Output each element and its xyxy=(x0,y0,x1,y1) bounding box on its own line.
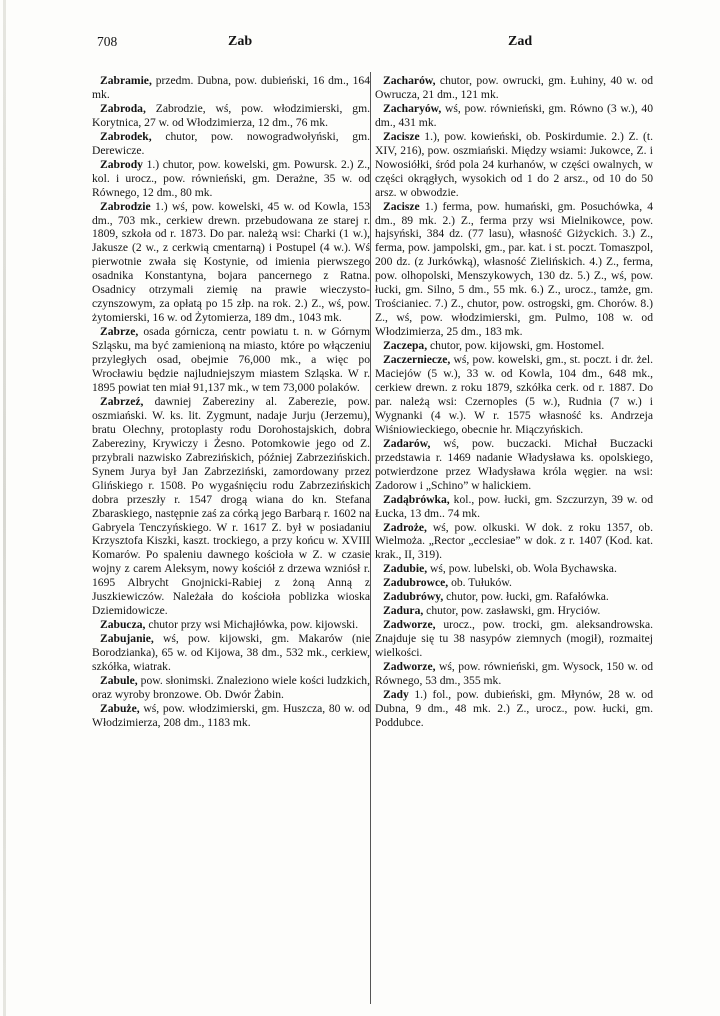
entry-text: 1.), pow. kowieński, ob. Poskirdumie. 2.) Z. (t. XIV, 216), pow. oszmiański. Między wsiami: Jukowce, Z. i Nowosiółki, śród pola 24 kurhanów, w części owalnych, w części okrągłych, wysokich od 1 do 2 arsz., od 10 do 50 arsz. w obwodzie. xyxy=(375,129,653,199)
entry-headword: Zadąbrówka, xyxy=(383,492,450,506)
running-head-left: Zab xyxy=(228,34,253,49)
dictionary-entry xyxy=(375,576,653,590)
dictionary-entry xyxy=(92,325,370,395)
entry-text: 1.) ferma, pow. humański, gm. Posuchówka, 4 dm., 89 mk. 2.) Z., ferma przy wsi Mielnikowce, pow. hajsyński, 384 dz. (77 lasu), własność Giżyckich. 3.) Z., ferma, pow. jampolski, gm., par. kat. i st. poczt. Tomaszpol, 200 dz. (z Jurkówką), własność Zielińskich. 4.) Z., ferma, pow. olhopolski, Menszykowych, 130 dz. 5.) Z., wś, pow. łucki, gm. Silno, 5 dm., 55 mk. 6.) Z., urocz., tamże, gm. Trościaniec. 7.) Z., chutor, pow. ostrogski, gm. Chorów. 8.) Z., wś, pow. włodzimierski, gm. Pulmo, 108 w. od Włodzimierza, 25 dm., 183 mk. xyxy=(375,199,653,339)
right-column xyxy=(375,74,653,730)
dictionary-entry xyxy=(92,702,370,730)
entry-headword: Zabrze, xyxy=(100,325,139,339)
page-number: 708 xyxy=(97,34,118,49)
entry-text: urocz., pow. trocki, gm. aleksandrowska. Znajduje się tu 38 nasypów ziemnych (mogił), rozmaitej wielkości. xyxy=(375,618,653,660)
entry-text: przedm. Dubna, pow. dubieński, 16 dm., 164 mk. xyxy=(92,74,370,101)
dictionary-entry xyxy=(375,493,653,521)
entry-text: 1.) wś, pow. kowelski, 45 w. od Kowla, 153 dm., 703 mk., cerkiew drewn. przebudowana ze starej r. 1809, szkoła od r. 1873. Do par. należą wsi: Charki (1 w.), Jakusze (2 w., z cerkwią cmentarną) i Postupel (4 w.). Wś pierwotnie zwała się Kostynie, od imienia pierwszego osadnika Konstantyna, bojara pancernego z Ratna. Osadnicy otrzymali ziemię na prawie wieczysto-czynszowym, za opłatą po 15 złp. na rok. 2.) Z., wś, pow. żytomierski, 16 w. od Żytomierza, 189 dm., 1043 mk. xyxy=(92,199,370,325)
dictionary-entry xyxy=(375,200,653,340)
dictionary-entry xyxy=(375,618,653,660)
entry-headword: Zadubie, xyxy=(383,562,428,576)
entry-text: kol., pow. łucki, gm. Szczurzyn, 39 w. od Łucka, 13 dm.. 74 mk. xyxy=(375,492,653,520)
dictionary-entry xyxy=(92,200,370,326)
entry-headword: Zadubrowce, xyxy=(383,576,449,590)
entry-text: chutor, pow. kijowski, gm. Hostomel. xyxy=(427,339,605,353)
dictionary-entry xyxy=(375,339,653,353)
dictionary-entry xyxy=(375,437,653,493)
entry-headword: Zadworze, xyxy=(383,660,436,674)
entry-text: chutor, pow. nowogradwołyński, gm. Derewicze. xyxy=(92,129,370,157)
left-column xyxy=(92,74,370,730)
dictionary-entry xyxy=(375,521,653,563)
dictionary-entry xyxy=(375,604,653,618)
entry-text: 1.) chutor, pow. kowelski, gm. Powursk. 2.) Z., kol. i urocz., pow. równieński, gm. Derażne, 35 w. od Równego, 12 dm., 80 mk. xyxy=(92,157,370,199)
entry-text: wś, pow. olkuski. W dok. z roku 1357, ob. Wielmoża. „Rector „ecclesiae” w dok. z r. 1407 (Kod. kat. krak., II, 319). xyxy=(375,520,653,562)
entry-headword: Zacharyów, xyxy=(383,101,442,115)
dictionary-entry xyxy=(375,562,653,576)
entry-headword: Zabrody xyxy=(100,157,143,171)
entry-headword: Zadroże, xyxy=(383,520,427,534)
entry-headword: Zabramie, xyxy=(100,74,152,87)
dictionary-entry xyxy=(375,74,653,102)
entry-headword: Zacisze xyxy=(383,199,420,213)
dictionary-entry xyxy=(92,102,370,130)
entry-text: chutor, pow. łucki, gm. Rafałówka. xyxy=(443,590,609,604)
entry-text: wś, pow. równieński, gm. Wysock, 150 w. od Równego, 53 dm., 355 mk. xyxy=(375,660,653,687)
entry-headword: Zabuże, xyxy=(100,701,140,715)
entry-headword: Zabroda, xyxy=(100,101,146,115)
entry-text: wś, pow. lubelski, ob. Wola Bychawska. xyxy=(427,562,617,576)
entry-headword: Zabrzeź, xyxy=(100,394,144,408)
entry-text: dawniej Zabereziny al. Zaberezie, pow. oszmiański. W. ks. lit. Zygmunt, nadaje Jurju (Jerzemu), bratu Olechny, protoplasty rodu Dorohostajskich, dobra Zabereziny, Krywiczy i Żesno. Potomkowie jego od Z. przybrali nazwisko Zabrezińskich, później Zabrzezińskich. Synem Jurya był Jan Zabrzeziński, zamordowany przez Glińskiego r. 1508. Po wygaśnięciu rodu Zabrzezińskich dobra przeszły r. 1547 drogą wiana do kn. Stefana Zbaraskiego, następnie zaś za córką jego Barbarą r. 1602 na Gabryela Tenczyńskiego. W r. 1617 Z. był w posiadaniu Krzysztofa Kiszki, kaszt. trockiego, a przy końcu w. XVIII Komarów. Po spaleniu dawnego kościoła w Z. w czasie wojny z carem Aleksym, nowy kościół z drzewa wzniósł r. 1695 Albrycht Gnojnicki-Rabiej z żoną Anną z Juszkiewiczów. Należała do kościoła poblizka wioska Dziemidowicze. xyxy=(92,394,370,618)
dictionary-entry xyxy=(375,102,653,130)
entry-text: wś, pow. kijowski, gm. Makarów (nie Borodzianka), 65 w. od Kijowa, 38 dm., 532 mk., cerkiew, szkółka, wiatrak. xyxy=(92,632,370,674)
entry-headword: Zaczepa, xyxy=(383,339,428,353)
entry-headword: Zacharów, xyxy=(383,74,436,87)
entry-text: 1.) fol., pow. dubieński, gm. Młynów, 28 w. od Dubna, 9 dm., 48 mk. 2.) Z., urocz., pow. łucki, gm. Poddubce. xyxy=(375,687,653,729)
entry-text: chutor przy wsi Michajłówka, pow. kijowski. xyxy=(145,618,359,632)
entry-text: osada górnicza, centr powiatu t. n. w Górnym Szląsku, ma być zamienioną na miasto, które po włączeniu przyległych osad, obejmie 76,000 mk., a więc po Wrocławiu będzie najludniejszym miastem Szląska. W r. 1895 powiat ten miał 91,137 mk., w tem 73,000 polaków. xyxy=(92,325,370,394)
running-head-right: Zad xyxy=(508,34,533,49)
entry-text: wś, pow. kowelski, gm., st. poczt. i dr. żel. Maciejów (5 w.), 33 w. od Kowla, 104 dm., 648 mk., cerkiew drewn. z roku 1879, szkółka cerk. od r. 1887. Do par. należą wsi: Czernoples (5 w.), Rudnia (7 w.) i Wygnanki (4 w.). W r. 1575 własność ks. Andrzeja Wiśniowieckiego, obecnie hr. Miączyńskich. xyxy=(375,353,653,436)
dictionary-entry xyxy=(92,74,370,102)
entry-headword: Zaczerniecze, xyxy=(383,353,451,367)
dictionary-entry xyxy=(92,158,370,200)
scan-edge xyxy=(3,0,6,1016)
dictionary-entry xyxy=(92,395,370,618)
entry-text: chutor, pow. owrucki, gm. Łuhiny, 40 w. od Owrucza, 21 dm., 121 mk. xyxy=(375,74,653,101)
dictionary-entry xyxy=(375,590,653,604)
entry-headword: Zabule, xyxy=(100,673,138,687)
entry-headword: Zabucza, xyxy=(100,618,146,632)
entry-headword: Zacisze xyxy=(383,129,420,143)
entry-headword: Zabujanie, xyxy=(100,632,154,646)
entry-text: pow. słonimski. Znaleziono wiele kości ludzkich, oraz wyroby bronzowe. Ob. Dwór Żabin. xyxy=(92,673,370,701)
entry-text: chutor, pow. zasławski, gm. Hryciów. xyxy=(423,604,601,618)
dictionary-entry xyxy=(375,353,653,437)
page-header xyxy=(0,34,720,54)
entry-headword: Zabrodek, xyxy=(100,129,152,143)
entry-text: wś, pow. buczacki. Michał Buczacki przedstawia r. 1469 nadanie Władysława ks. opolskiego, potwierdzone przez Władysława króla węgier. na wsi: Zadorow i „Schino” w halickiem. xyxy=(375,436,653,492)
dictionary-entry xyxy=(92,618,370,632)
dictionary-entry xyxy=(375,660,653,688)
entry-headword: Zabrodzie xyxy=(100,199,151,213)
entry-headword: Zadura, xyxy=(383,604,424,618)
dictionary-entry xyxy=(375,130,653,200)
entry-text: wś, pow. włodzimierski, gm. Huszcza, 80 w. od Włodzimierza, 208 dm., 1183 mk. xyxy=(92,701,370,729)
entry-headword: Zadarów, xyxy=(383,436,431,450)
entry-text: wś, pow. równieński, gm. Równo (3 w.), 40 dm., 431 mk. xyxy=(375,101,653,129)
entry-text: Zabrodzie, wś, pow. włodzimierski, gm. Korytnica, 27 w. od Włodzimierza, 12 dm., 76 mk. xyxy=(92,101,370,129)
dictionary-entry xyxy=(92,632,370,674)
entry-headword: Zady xyxy=(383,687,409,701)
dictionary-entry xyxy=(375,688,653,730)
dictionary-entry xyxy=(92,674,370,702)
dictionary-entry xyxy=(92,130,370,158)
entry-text: ob. Tułuków. xyxy=(448,576,512,590)
entry-headword: Zadworze, xyxy=(383,618,436,632)
entry-headword: Zadubrówy, xyxy=(383,590,444,604)
